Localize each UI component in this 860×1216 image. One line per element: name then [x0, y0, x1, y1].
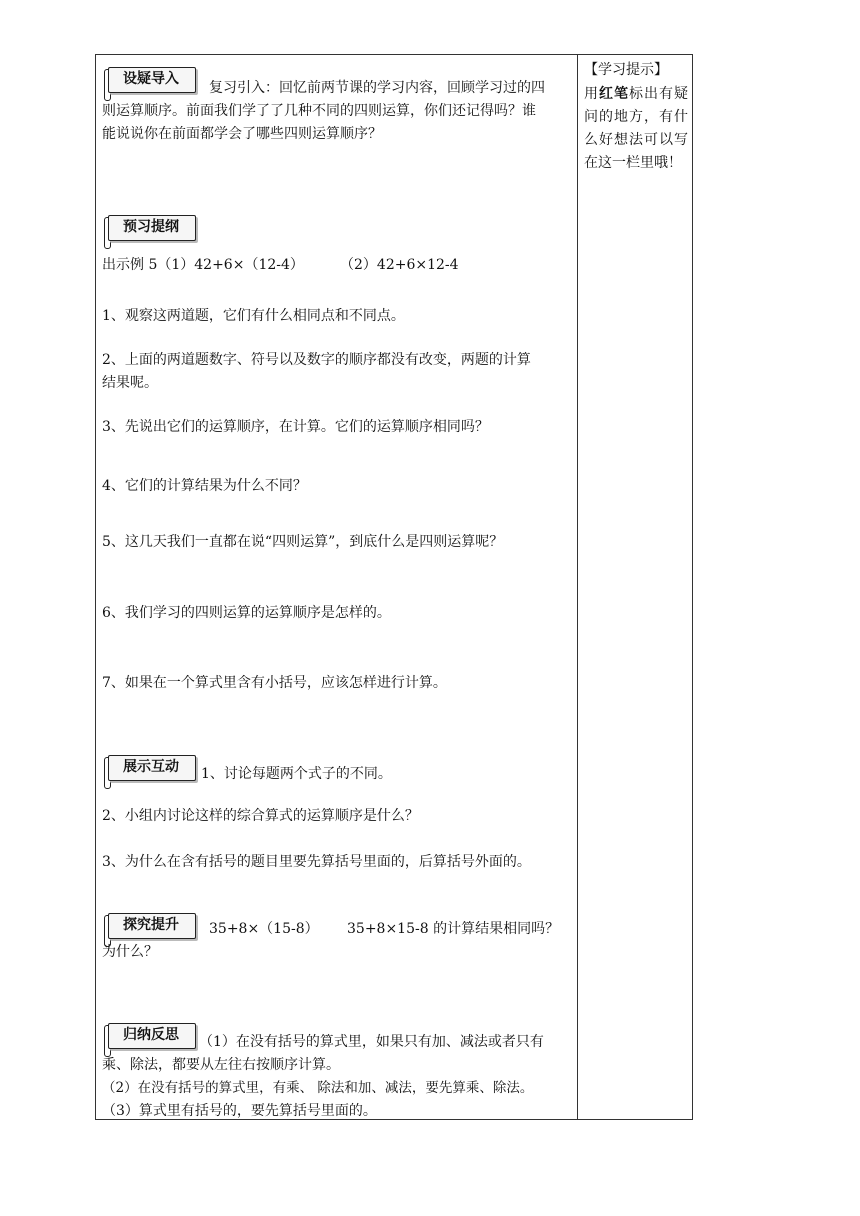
preview-q5: 5、这几天我们一直都在说“四则运算”，到底什么是四则运算呢？	[102, 534, 504, 550]
explore-line-2: 为什么？	[102, 944, 158, 960]
example-a: 出示例 5（1）42+6×（12-4）	[102, 257, 304, 273]
tag-label: 探究提升	[123, 917, 179, 933]
explore-expr-b: 35+8×15-8 的计算结果相同吗？	[347, 921, 560, 937]
section-tag-preview	[102, 215, 198, 243]
main-column	[96, 55, 577, 1119]
summary-p1-line-2: 乘、除法，都要从左往右按顺序计算。	[102, 1057, 340, 1073]
tips-column	[578, 55, 694, 1119]
preview-q2-line-2: 结果呢。	[102, 375, 158, 391]
lesson-table	[95, 54, 693, 1120]
tag-label: 设疑导入	[123, 71, 179, 87]
display-q1: 1、讨论每题两个式子的不同。	[201, 766, 392, 782]
tips-body-pre: 用	[584, 86, 599, 102]
preview-q1: 1、观察这两道题，它们有什么相同点和不同点。	[102, 308, 405, 324]
display-q2: 2、小组内讨论这样的综合算式的运算顺序是什么？	[102, 808, 419, 824]
intro-line-1: 复习引入：回忆前两节课的学习内容，回顾学习过的四	[209, 80, 545, 96]
preview-q4: 4、它们的计算结果为什么不同？	[102, 478, 307, 494]
summary-p1-line-1: （1）在没有括号的算式里，如果只有加、减法或者只有	[199, 1034, 544, 1050]
tips-body-post: 标出有疑问的地方，有什么好想法可以写在这一栏里哦！	[584, 86, 688, 171]
tips-body	[584, 83, 688, 175]
display-q3: 3、为什么在含有括号的题目里要先算括号里面的，后算括号外面的。	[102, 854, 531, 870]
intro-line-2: 则运算顺序。前面我们学了了几种不同的四则运算，你们还记得吗？谁	[102, 103, 536, 119]
tag-label: 预习提纲	[123, 219, 179, 235]
preview-q6: 6、我们学习的四则运算的运算顺序是怎样的。	[102, 605, 391, 621]
tag-label: 展示互动	[123, 759, 179, 775]
tag-label: 归纳反思	[123, 1027, 179, 1043]
section-tag-intro	[102, 67, 198, 95]
preview-q7: 7、如果在一个算式里含有小括号，应该怎样进行计算。	[102, 675, 447, 691]
example-b: （2）42+6×12-4	[340, 257, 459, 273]
tips-body-emphasis: 红笔	[599, 86, 629, 102]
explore-expr-a: 35+8×（15-8）	[209, 921, 319, 937]
intro-line-3: 能说说你在前面都学会了哪些四则运算顺序？	[102, 126, 382, 142]
summary-p2: （2）在没有括号的算式里，有乘、 除法和加、减法，要先算乘、除法。	[102, 1080, 534, 1096]
tips-title: 【学习提示】	[584, 62, 668, 78]
preview-q2-line-1: 2、上面的两道题数字、符号以及数字的顺序都没有改变，两题的计算	[102, 352, 531, 368]
preview-q3: 3、先说出它们的运算顺序，在计算。它们的运算顺序相同吗？	[102, 419, 489, 435]
section-tag-explore	[102, 913, 198, 941]
section-tag-display	[102, 755, 198, 783]
section-tag-summary	[102, 1023, 198, 1051]
summary-p3: （3）算式里有括号的，要先算括号里面的。	[102, 1103, 377, 1119]
